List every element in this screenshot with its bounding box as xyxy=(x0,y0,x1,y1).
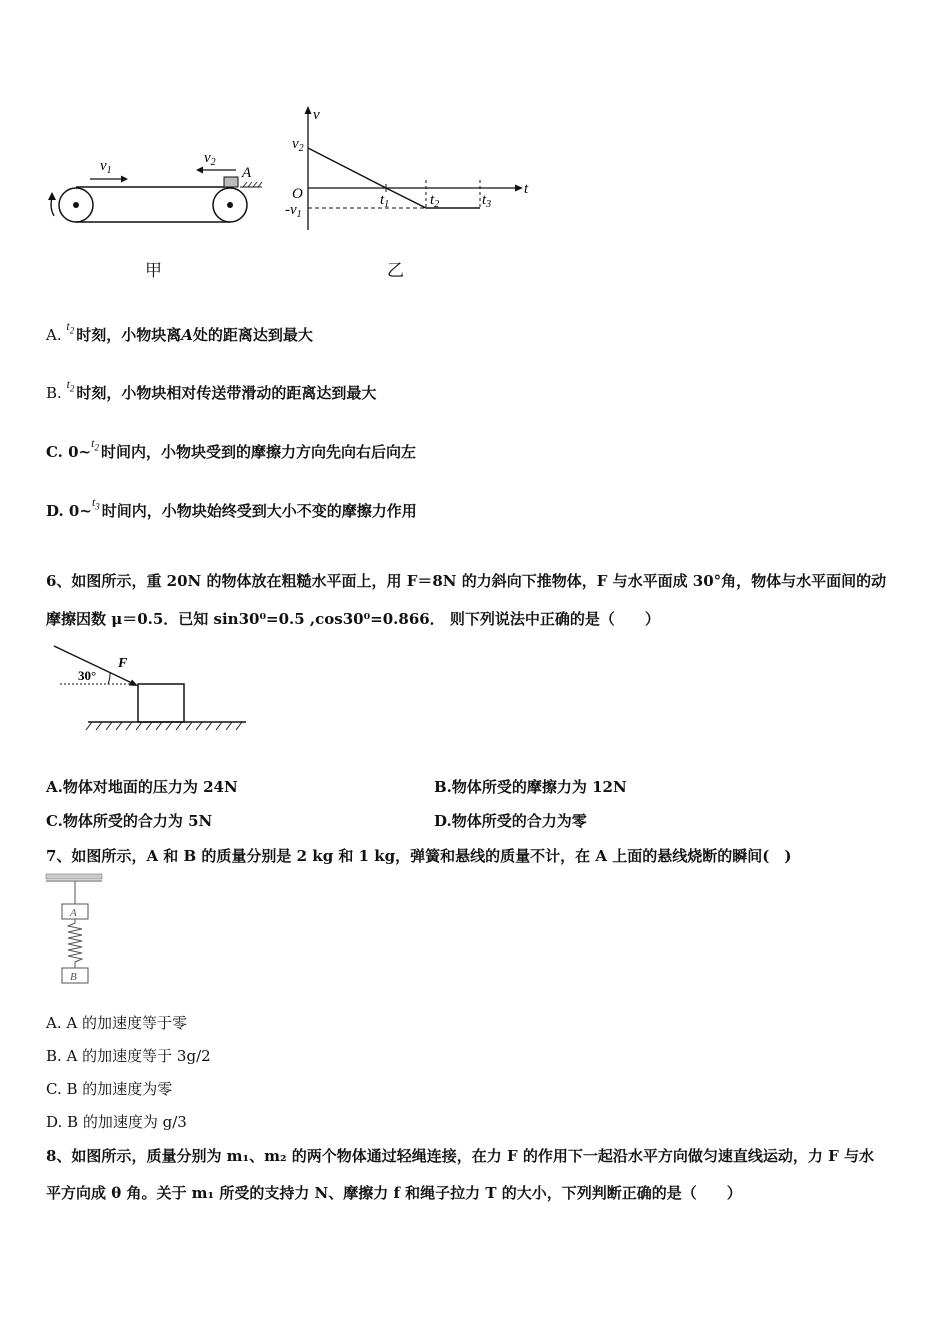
q7-option-d: D. B 的加速度为 g/3 xyxy=(46,1113,187,1131)
t1-label: $t_1$ xyxy=(380,192,390,210)
origin-label: O xyxy=(292,186,303,202)
v2-label: $v_2$ xyxy=(204,150,216,168)
q6-option-a: A.物体对地面的压力为 24N xyxy=(46,778,238,796)
v1-label: $v_1$ xyxy=(100,158,112,176)
q6-option-d: D.物体所受的合力为零 xyxy=(434,812,587,830)
q7-stem: 7、如图所示，A 和 B 的质量分别是 2 kg 和 1 kg，弹簧和悬线的质量不计，在 A 上面的悬线烧断的瞬间( ) xyxy=(46,847,792,865)
q6-stem-line2: 摩擦因数 μ＝0.5．已知 sin30⁰=0.5 ,cos30⁰=0.866． 则下列说法中正确的是（ ） xyxy=(46,610,660,628)
neg-v1-axis-label: $-v_1$ xyxy=(285,202,302,220)
block-a-label: A xyxy=(242,165,252,181)
conveyor-belt-figure xyxy=(40,140,270,240)
q6-stem-line1: 6、如图所示，重 20N 的物体放在粗糙水平面上，用 F＝8N 的力斜向下推物体，F 与水平面成 30°角，物体与水平面间的动 xyxy=(46,572,887,590)
q5-option-d: D. 0~$^{t_3}$ 时间内，小物块始终受到大小不变的摩擦力作用 xyxy=(46,495,417,520)
velocity-time-graph xyxy=(280,100,540,240)
inclined-force-figure xyxy=(50,640,250,735)
axis-v-label: v xyxy=(313,107,320,123)
force-label: F xyxy=(118,656,128,671)
t2-label: $t_2$ xyxy=(430,192,440,210)
t3-label: $t_3$ xyxy=(482,192,492,210)
q7-option-a: A. A 的加速度等于零 xyxy=(46,1014,187,1032)
q5-option-c: C. 0~$^{t_2}$ 时间内，小物块受到的摩擦力方向先向右后向左 xyxy=(46,436,416,461)
q8-stem-line2: 平方向成 θ 角。关于 m₁ 所受的支持力 N、摩擦力 f 和绳子拉力 T 的大小，下列判断正确的是（ ） xyxy=(46,1184,742,1202)
q7-option-b: B. A 的加速度等于 3g/2 xyxy=(46,1047,211,1065)
q7-option-c: C. B 的加速度为零 xyxy=(46,1080,173,1098)
angle-label: 30° xyxy=(78,668,97,683)
caption-yi: 乙 xyxy=(387,261,404,281)
q5-option-a: A. $^{t_2}$ 时刻，小物块离A处的距离达到最大 xyxy=(46,319,313,344)
q8-stem-line1: 8、如图所示，质量分别为 m₁、m₂ 的两个物体通过轻绳连接，在力 F 的作用下一起沿水平方向做匀速直线运动，力 F 与水 xyxy=(46,1147,874,1165)
q5-option-b: B. $^{t_2}$ 时刻，小物块相对传送带滑动的距离达到最大 xyxy=(46,377,377,402)
caption-jia: 甲 xyxy=(145,261,162,281)
block-a-label: A xyxy=(70,907,77,919)
v2-axis-label: $v_2$ xyxy=(292,136,304,154)
spring-figure xyxy=(44,872,106,990)
axis-t-label: t xyxy=(524,181,529,197)
q6-option-c: C.物体所受的合力为 5N xyxy=(46,812,213,830)
q6-option-b: B.物体所受的摩擦力为 12N xyxy=(434,778,627,796)
block-b-label: B xyxy=(70,971,77,983)
